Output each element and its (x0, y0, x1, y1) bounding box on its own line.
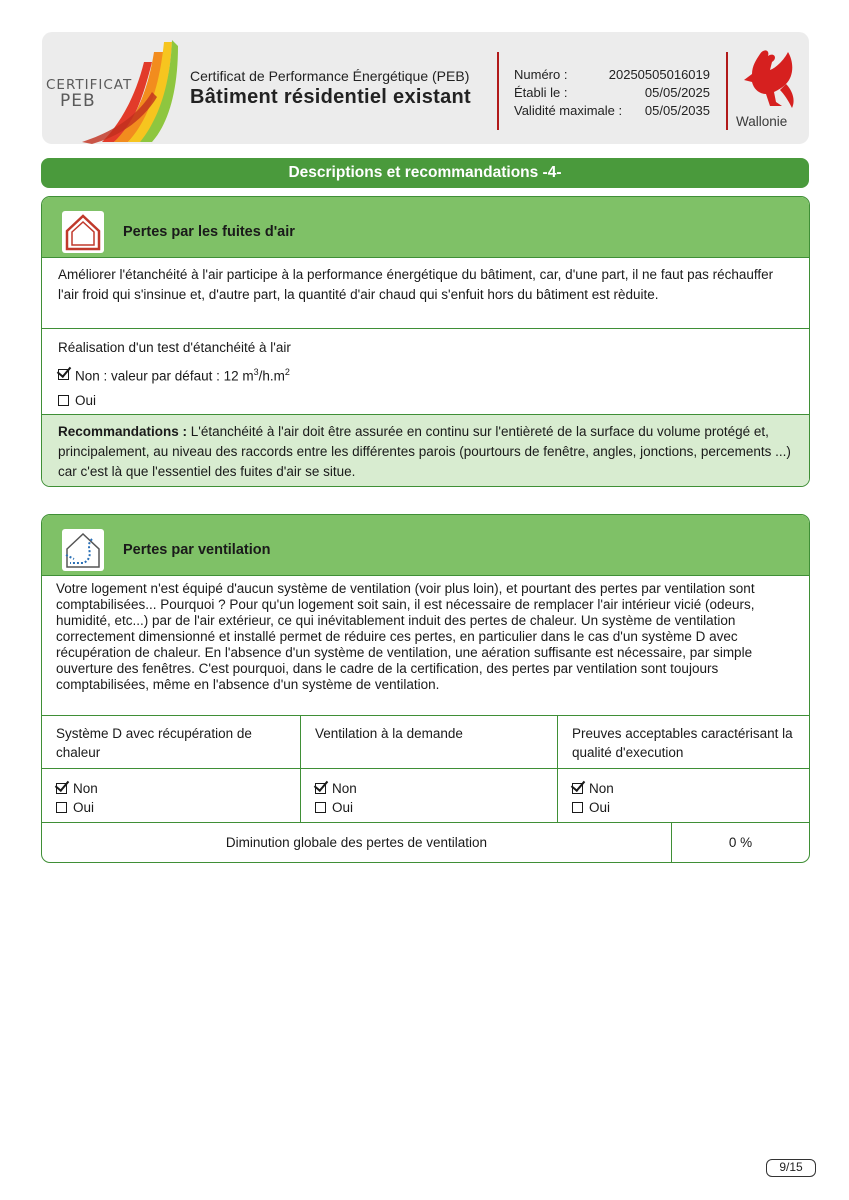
ventilation-house-icon (62, 529, 104, 571)
ventilation-total-row (42, 822, 809, 862)
etabli-value: 05/05/2025 (644, 85, 710, 100)
etabli-label: Établi le : (514, 85, 568, 100)
total-label: Diminution globale des pertes de ventilation (42, 823, 672, 862)
option-label: Oui (332, 800, 354, 815)
air-test-label: Réalisation d'un test d'étanchéité à l'air (58, 340, 291, 355)
ventilation-section (41, 514, 810, 863)
air-option-non-label: Non : valeur par défaut : 12 m (75, 368, 254, 384)
air-leak-title: Pertes par les fuites d'air (123, 224, 295, 240)
option-label: Non (589, 781, 614, 796)
col-proofs: Preuves acceptables caractérisant la qualité d'execution (572, 726, 793, 760)
numero-label: Numéro : (514, 67, 568, 82)
system-d-oui[interactable] (56, 798, 286, 817)
section-banner: Descriptions et recommandations -4- (41, 158, 809, 188)
logo-line2: PEB (60, 91, 96, 111)
region-label: Wallonie (736, 114, 788, 129)
col-system-d: Système D avec récupération de chaleur (42, 716, 301, 768)
house-icon (62, 211, 104, 253)
proofs-options (558, 768, 809, 822)
air-option-oui-label: Oui (75, 392, 97, 408)
certificate-title: Bâtiment résidentiel existant (190, 86, 472, 108)
option-label: Oui (589, 800, 611, 815)
checkbox-empty-icon[interactable] (56, 802, 67, 813)
proofs-non[interactable] (572, 779, 795, 798)
checkbox-empty-icon[interactable] (58, 395, 69, 406)
air-leak-header (42, 197, 809, 257)
certificate-header (42, 32, 809, 144)
demand-non[interactable] (315, 779, 543, 798)
system-d-options (42, 768, 301, 822)
ventilation-title: Pertes par ventilation (123, 542, 271, 558)
air-leak-intro: Améliorer l'étanchéité à l'air participe à la performance énergétique du bâtiment, car, d'une part, il ne faut pas réchauffer l'air froid qui s'insinue et, d'autre part, la quantité d'air chaud qui s'enfuit hors du bâtiment est rèduite. (42, 257, 809, 328)
wallonie-rooster-icon (740, 46, 798, 117)
air-option-non-unit: /h.m (258, 368, 285, 384)
validite-label: Validité maximale : (514, 103, 623, 118)
option-label: Non (73, 781, 98, 796)
air-option-non[interactable]: Non : valeur par défaut : 12 $m^3/h.m^2$ (58, 360, 793, 389)
numero-value: 20250505016019 (608, 67, 710, 82)
peb-logo (42, 32, 192, 144)
certificate-meta (514, 66, 710, 120)
system-d-non[interactable] (56, 779, 286, 798)
header-divider-2 (726, 52, 728, 130)
option-label: Oui (73, 800, 95, 815)
demand-options (301, 768, 558, 822)
validite-value: 05/05/2035 (644, 103, 710, 118)
page-number: 9/15 (766, 1159, 816, 1177)
recommendation-text: L'étanchéité à l'air doit être assurée en continu sur l'entièreté de la surface du volume protégé et, principalement, au niveau des raccords entre les différentes parois (pourtours de fenêtre, angles, jonctions, percements ...) car c'est là que l'essentiel des fuites d'air se situe. (58, 424, 791, 479)
ventilation-options-table (42, 715, 809, 822)
total-value: 0 % (728, 835, 753, 850)
checkbox-empty-icon[interactable] (315, 802, 326, 813)
demand-oui[interactable] (315, 798, 543, 817)
option-label: Non (332, 781, 357, 796)
recommendation-label: Recommandations : (58, 424, 188, 439)
certificate-subtitle: Certificat de Performance Énergétique (PEB) (190, 68, 470, 84)
proofs-oui[interactable] (572, 798, 795, 817)
checkbox-checked-icon[interactable] (58, 369, 69, 380)
checkbox-checked-icon[interactable] (572, 783, 583, 794)
checkbox-checked-icon[interactable] (56, 783, 67, 794)
air-test-block (42, 328, 809, 414)
logo-line1: CERTIFICAT (46, 77, 133, 93)
air-leak-section (41, 196, 810, 487)
air-option-oui[interactable] (58, 389, 793, 413)
header-divider (497, 52, 499, 130)
ventilation-intro: Votre logement n'est équipé d'aucun système de ventilation (voir plus loin), et pourtant des pertes par ventilation sont comptabilisées... Pourquoi ? Pour qu'un logement soit sain, il est nécessaire de remplacer l'air intérieur vicié (odeurs, humidité, etc...) par de l'air extérieur, ce qui inévitablement induit des pertes de chaleur. Un système de ventilation correctement dimensionné et installé permet de réduire ces pertes, en particulier dans le cas d'un système D avec récupération de chaleur. En l'absence d'un système de ventilation, une aération suffisante est nécessaire, par simple ouverture des fenêtres. C'est pourquoi, dans le cadre de la certification, des pertes par ventilation sont toujours comptabilisées, même en l'absence d'un système de ventilation. (42, 575, 809, 715)
air-recommendation (42, 414, 809, 487)
checkbox-checked-icon[interactable] (315, 783, 326, 794)
ventilation-header (42, 515, 809, 575)
col-demand: Ventilation à la demande (301, 716, 558, 768)
checkbox-empty-icon[interactable] (572, 802, 583, 813)
